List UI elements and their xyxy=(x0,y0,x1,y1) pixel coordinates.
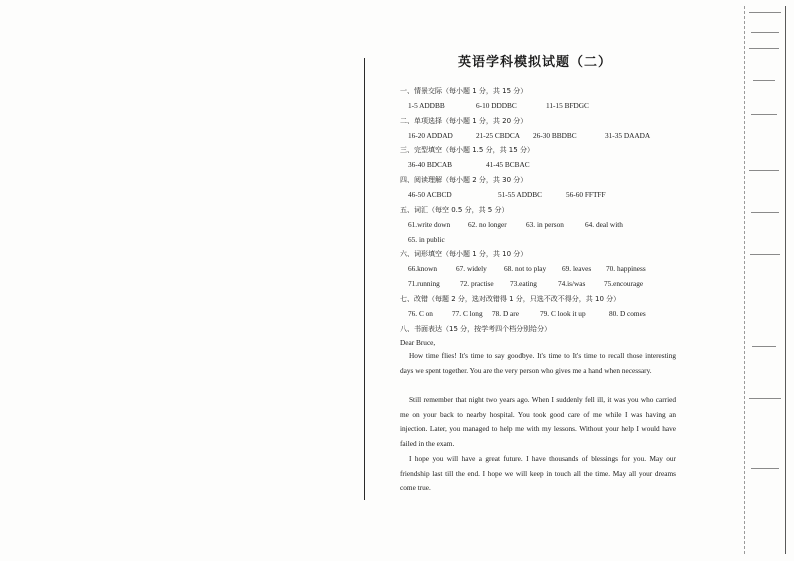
strip-mark xyxy=(751,32,779,33)
answer-item: 11-15 BFDGC xyxy=(546,101,589,110)
letter-salutation: Dear Bruce, xyxy=(400,338,436,347)
binding-strip xyxy=(744,6,786,554)
section-heading: 三、完型填空（每小题 1.5 分，共 15 分） xyxy=(400,146,534,154)
answer-item: 78. D are xyxy=(492,309,519,318)
answer-item: 66.known xyxy=(408,264,437,273)
answer-item: 73.eating xyxy=(510,279,537,288)
answer-item: 36-40 BDCAB xyxy=(408,160,452,169)
letter-paragraph: I hope you will have a great future. I have thousands of blessings for you. May our friendship last till the end. I hope we will keep in touch all the time. May all your dreams come true. xyxy=(400,454,676,493)
answer-item: 63. in person xyxy=(526,220,564,229)
answer-item: 51-55 ADDBC xyxy=(498,190,542,199)
answer-item: 1-5 ADDBB xyxy=(408,101,445,110)
strip-mark xyxy=(752,346,776,347)
section-heading: 四、阅读理解（每小题 2 分，共 30 分） xyxy=(400,176,528,184)
strip-mark xyxy=(749,170,779,171)
answer-item: 74.is/was xyxy=(558,279,586,288)
answer-item: 46-50 ACBCD xyxy=(408,190,452,199)
answer-item: 16-20 ADDAD xyxy=(408,131,453,140)
answer-item: 72. practise xyxy=(460,279,494,288)
strip-mark xyxy=(753,80,775,81)
strip-mark xyxy=(751,114,777,115)
answer-item: 41-45 BCBAC xyxy=(486,160,530,169)
answer-item: 6-10 DDDBC xyxy=(476,101,517,110)
answer-item: 56-60 FFTFF xyxy=(566,190,606,199)
strip-mark xyxy=(749,48,779,49)
answer-item: 67. widely xyxy=(456,264,487,273)
strip-mark xyxy=(751,212,779,213)
answer-item: 71.running xyxy=(408,279,440,288)
answer-item: 70. happiness xyxy=(606,264,646,273)
answer-item: 31-35 DAADA xyxy=(605,131,651,140)
section-heading: 一、情景交际（每小题 1 分，共 15 分） xyxy=(400,87,528,95)
answer-item: 65. in public xyxy=(408,235,445,244)
answer-item: 21-25 CBDCA xyxy=(476,131,520,140)
answer-item: 75.encourage xyxy=(604,279,644,288)
answer-item: 69. leaves xyxy=(562,264,592,273)
letter-paragraph: Still remember that night two years ago. When I suddenly fell ill, it was you who carried me on your back to nearby hospital. You took good care of me while I was having an injection. Later, you managed to help me with my lessons. Without your help I would have failed in the exam. xyxy=(400,395,676,449)
strip-mark xyxy=(751,468,779,469)
section-heading: 六、词形填空（每小题 1 分，共 10 分） xyxy=(400,250,528,258)
answer-item: 77. C long xyxy=(452,309,483,318)
fold-line xyxy=(364,58,365,500)
strip-mark xyxy=(749,398,781,399)
answer-item: 80. D comes xyxy=(609,309,646,318)
strip-mark xyxy=(750,254,780,255)
answer-item: 68. not to play xyxy=(504,264,547,273)
section-heading: 二、单项选择（每小题 1 分，共 20 分） xyxy=(400,117,528,125)
section-heading: 八、书面表达（15 分，按学考四个档分别给分） xyxy=(400,325,552,333)
answer-item: 62. no longer xyxy=(468,220,507,229)
answer-item: 26-30 BBDBC xyxy=(533,131,577,140)
answer-item: 64. deal with xyxy=(585,220,623,229)
page-title: 英语学科模拟试题（二） xyxy=(457,55,612,70)
answer-item: 79. C look it up xyxy=(540,309,586,318)
section-heading: 七、改错（每题 2 分，选对改错得 1 分，只选不改不得分，共 10 分） xyxy=(400,295,621,303)
section-heading: 五、词汇（每空 0.5 分，共 5 分） xyxy=(400,206,509,214)
answer-item: 76. C on xyxy=(408,309,433,318)
strip-mark xyxy=(749,12,781,13)
answer-item: 61.write down xyxy=(408,220,451,229)
letter-paragraph: How time flies! It's time to say goodbye. It's time to It's time to recall those interesting days we spent together. You are the very person who gives me a hand when necessary. xyxy=(400,351,676,375)
